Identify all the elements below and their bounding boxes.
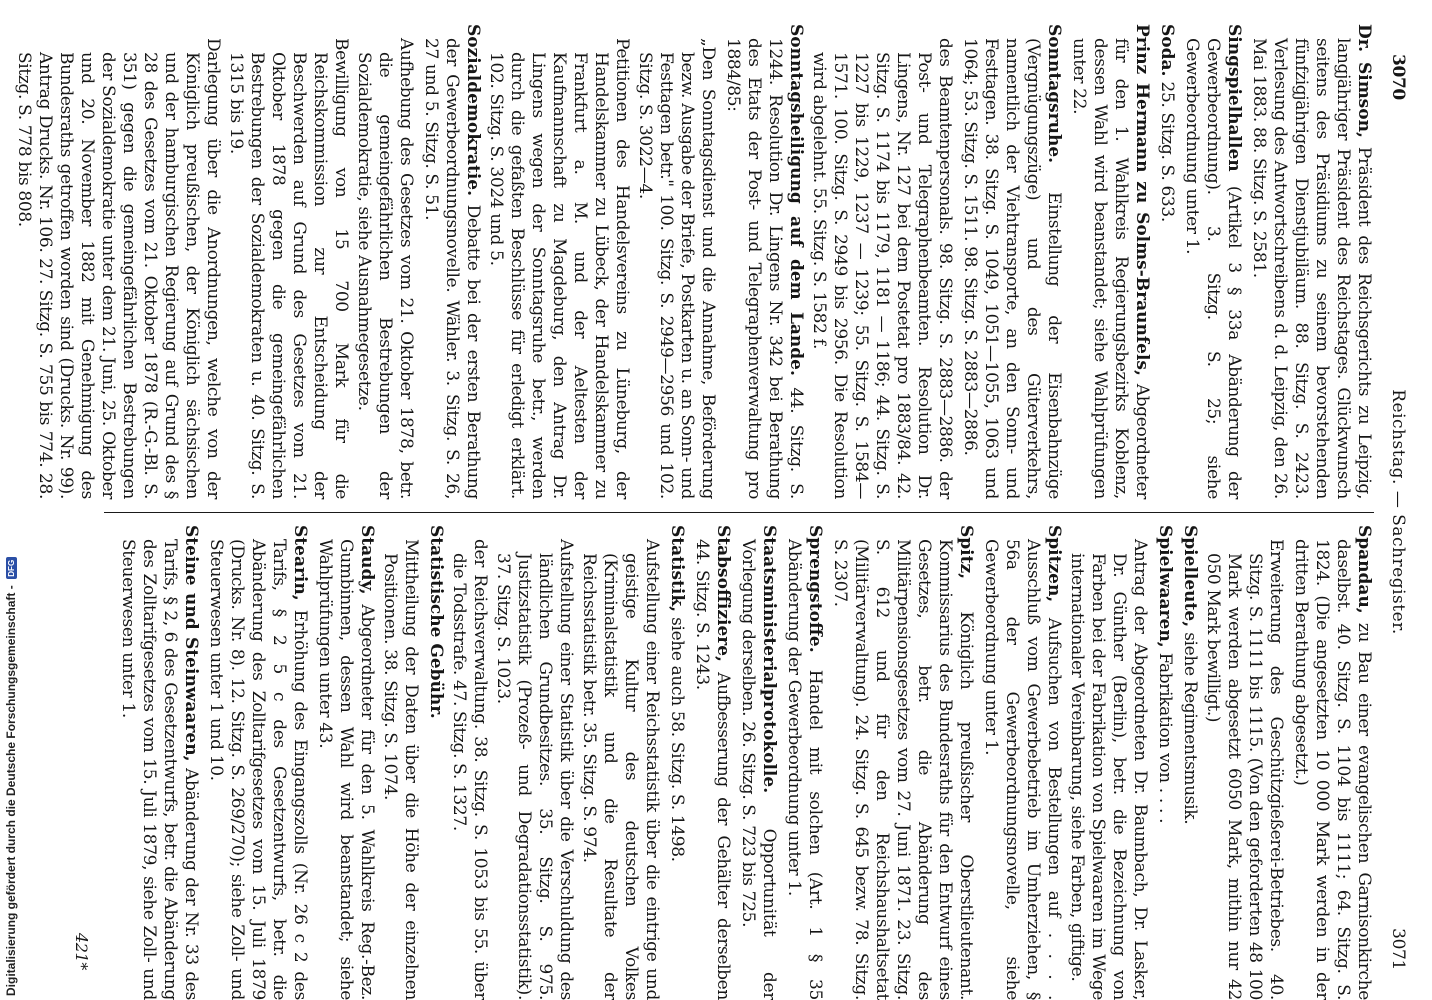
sheet-signature: 421* (72, 932, 91, 970)
index-description: Mittheilung der Daten über die Höhe der einzelnen Positionen. 38. Sitzg. S. 1074. (380, 539, 421, 1000)
index-entry (1068, 24, 1152, 499)
index-term: Spielwaaren, (1155, 525, 1175, 648)
index-entry (379, 525, 421, 1000)
index-entry (485, 24, 632, 499)
index-entry (1202, 525, 1286, 1000)
index-term: Statistische Gebühr. (426, 525, 446, 719)
index-entry (117, 525, 201, 1000)
index-entry (959, 24, 1064, 499)
index-term: Sonntagsheiligung auf dem Lande. (786, 24, 806, 376)
index-term: Staatsministerialprotokolle. (759, 525, 779, 794)
index-description: Handel mit solchen (Art. 1 § 35 Abänderung der Gewerbeordnung unter 1. (784, 539, 825, 1000)
dfg-notice-text: Digitalisierung gefördert durch die Deutsche Forschungsgemeinschaft - (4, 585, 18, 996)
index-description: (Artikel 3 § 33a Abänderung der Gewerbeordnung). 3. Sitzg. S. 25; siehe Gewerbeordnung unter 1. (1182, 38, 1244, 499)
index-entry (691, 525, 733, 1000)
index-term: Dr. Simson, (1354, 24, 1374, 138)
index-term: Singspielhallen (1224, 24, 1244, 172)
index-term: Spielleute, (1180, 525, 1200, 628)
index-entry (1181, 24, 1244, 499)
index-description: Abänderung der Nr. 33 des Tarifs, § 2, 6 des Gesetzentwurfs, betr. die Abänderung des Zolltarifgesetzes vom 15. Juli 1879, siehe Zoll- und Steuerwesen unter 1. (118, 539, 201, 1000)
index-entry (425, 525, 446, 1000)
index-entry (722, 24, 806, 499)
index-entry (1290, 525, 1374, 1000)
index-term: Sprengstoffe. (805, 525, 825, 653)
index-description: Königlich preußischer Oberstlieutenant. Kommissarius des Bundesraths für den Entwurf eines Gesetzes, betr. die Abänderung des Militärpensionsgesetzes vom 27. Juni 1871. 23. Sitzg. S. 612 und für den Reichshaushaltsetat (Militärverwaltung). 24. Sitzg. S. 645 bezw. 78. Sitzg. S. 2307. (830, 539, 976, 1000)
index-entry (420, 24, 483, 499)
right-page-number: 3071 (1388, 928, 1408, 970)
index-description: Fabrikation von . . . . (1155, 652, 1175, 824)
index-term: Spitzen, (1044, 525, 1064, 603)
index-entry (634, 24, 718, 499)
index-description: Debatte bei der ersten Berathung der Gewerbeordnungsnovelle. Wähler. 3. Sitzg. S. 26, 27 und 5. Sitzg. S. 51. (421, 38, 483, 499)
index-description: Einstellung der Eisenbahnzüge (Vergnügungszüge) und des Güterverkehrs, namentlich der Viehtransporte, an den Sonn- und Festtagen. 38. Sitzg. S. 1049, 1051—1055, 1063 und 1064; 53. Sitzg. S. 1511. 98. Sitzg. S. 2883—2886. (960, 38, 1064, 499)
index-entry (225, 24, 351, 499)
index-entry (205, 525, 310, 1000)
index-description: Aufstellung einer Statistik über die Verschuldung des ländlichen Grundbesitzes. 35. Sitzg. S. 975. Justizstatistik (Prozeß- und Degradationsstatistik). 37. Sitzg. S. 1023. (493, 539, 576, 1000)
index-term: Steine und Steinwaaren, (181, 525, 201, 762)
index-term: Prinz Hermann zu Solms-Braunfels, (1132, 24, 1152, 376)
index-description: siehe Regimentsmusik. (1180, 632, 1200, 825)
index-description: der Reichsverwaltung. 38. Sitzg. S. 1053 bis 55. über die Todsstrafe. 47. Sitzg. S. 1327. (449, 539, 490, 1000)
index-entry (1248, 24, 1374, 499)
index-entry (1154, 525, 1175, 1000)
index-term: Statistik, (667, 525, 687, 613)
index-description: Erhöhung des Eingangszolls (Nr. 26 c 2 des Tarifs, § 2 5 c des Gesetzentwurfs, betr. die Abänderung des Zolltarifgesetzes vom 15. Juli 1879 (Drucks. Nr. 8). 12. Sitzg. S. 269/270); siehe Zoll- und Steuerwesen unter 1 und 10. (206, 539, 310, 1000)
index-entry (314, 525, 377, 1000)
index-term: Staudy, (357, 525, 377, 595)
index-entry (737, 525, 779, 1000)
index-description: Aufstellung einer Reichsstatistik über die eintrige und geistige Kultur des deutschen Volkes (Kriminalstatistik und die Resultate der Reichsstatistik betr. 35. Sitzg. S. 974. (579, 539, 662, 1000)
index-term: Sozialdemokratie. (463, 24, 483, 197)
index-description: Opportunität der Vorlegung derselben. 26. Sitzg. S. 723 bis 725. (738, 539, 779, 1000)
right-column (104, 525, 1374, 1000)
left-column (14, 24, 1374, 499)
running-title: Reichstag. — Sachregister. (1388, 389, 1408, 635)
index-description: Darlegung über die Anordnungen, welche von der Königlich preußischen, der Königlich sächsischen und der hamburgischen Regierung auf Grund des § 28 des Gesetzes vom 21. Oktober 1878 (R.-G.-Bl. S. 351) gegen die gemeingefährlichen Bestrebungen der Sozialdemokratie unter dem 21. Juni, 25. Oktober und 20. November 1882 mit Genehmigung des Bundesraths getroffen worden sind (Drucks. Nr. 99). Antrag Drucks. Nr. 106. 27. Sitzg. S. 755 bis 774. 28. Sitzg. S. 778 bis 808. (14, 38, 223, 499)
index-entry (1156, 24, 1177, 499)
page-header (1378, 54, 1418, 970)
index-entry (578, 525, 662, 1000)
index-description: Aufbesserung der Gehälter derselben 44. Sitzg. S. 1243. (692, 539, 733, 1000)
index-description: 25. Sitzg. S. 633. (1157, 81, 1177, 222)
index-description: Aufsuchen von Bestellungen auf . . . . Ausschluß vom Gewerbebetrieb im Umherziehen, § 56a der Gewerbeordnungsnovelle, siehe Gewerbeordnung unter 1. (981, 539, 1064, 1000)
index-description: Präsident des Reichsgerichts zu Leipzig, langjähriger Präsident des Reichstages. Glückwunsch seitens des Präsidiums zu seinem bevorstehenden fünfzigjährigen Dienstjubiläum. 88. Sitzg. S. 2423. Verlesung des Antwortschreibens d. d. Leipzig, den 26. Mai 1883. 88. Sitzg. S. 2581. (1249, 38, 1374, 499)
index-description: siehe auch 58. Sitzg. S. 1498. (667, 617, 687, 862)
index-description: Antrag der Abgeordneten Dr. Baumbach, Dr. Lasker, Dr. Günther (Berlin), betr. die Bezeichnung von Farben bei der Fabrikation von Spielwaaren im Wege internationaler Vereinbarung, siehe Farben, giftige. (1067, 539, 1150, 1000)
index-description: Erweiterung des Geschützgießerei-Betriebes. 40. Sitzg. S. 1111 bis 1115. (Von den geforderten 48 100 Mark werden abgesetzt 6050 Mark, mithin nur 42 050 Mark bewilligt.) (1203, 539, 1286, 1000)
index-entry (1179, 525, 1200, 1000)
index-description: Abgeordneter für den 5. Wahlkreis Reg.-Bez. Gumbinnen, dessen Wahl wird beanstandet; siehe Wahlprüfungen unter 43. (315, 539, 377, 1000)
index-term: Stearin, (290, 525, 310, 601)
index-entry (783, 525, 825, 1000)
dfg-notice (4, 557, 18, 996)
index-description: Aufhebung des Gesetzes vom 21. Oktober 1878, betr. die gemeingefährlichen Bestrebungen der Sozialdemokratie, siehe Ausnahmegesetze. (354, 38, 416, 499)
index-description: zu Bau einer evangelischen Garnisonkirche daselbst. 40. Sitzg. S. 1104 bis 1111; 64. Sitzg. S. 1824. (Die angesetzten 10 000 Mark werden in der dritten Berathung abgesetzt.) (1291, 539, 1374, 1000)
index-entry (353, 24, 416, 499)
index-description: Petitionen des Handelsvereins zu Lüneburg, der Handelskammer zu Lübeck, der Handelskammer zu Frankfurt a. M. und der Aeltesten der Kaufmannschaft zu Magdeburg, den Antrag Dr. Lingens wegen der Sonntagsruhe betr., werden durch die gefaßten Beschlüsse für erledigt erklärt. 102. Sitzg. S. 3024 und 5. (486, 38, 632, 499)
column-divider (104, 512, 1374, 513)
index-description: Bewilligung von 15 700 Mark für die Reichskommission zur Entscheidung der Beschwerden auf Grund des Gesetzes vom 21. Oktober 1878 gegen die gemeingefährlichen Bestrebungen der Sozialdemokraten u. 40. Sitzg. S. 1315 bis 19. (226, 38, 351, 499)
index-entry (666, 525, 687, 1000)
dfg-logo-icon: DFG (6, 557, 17, 579)
index-entry (1066, 525, 1150, 1000)
index-term: Spitz, (956, 525, 976, 580)
index-entry (980, 525, 1064, 1000)
index-term: Soda. (1157, 24, 1177, 77)
index-term: Sonntagsruhe. (1044, 24, 1064, 164)
index-description: 44. Sitzg. S. 1244. Resolution Dr. Lingens Nr. 342 bei Berathung des Etats der Post- und Telegraphenverwaltung pro 1884/85: (723, 38, 806, 499)
index-description: „Den Sonntagsdienst und die Annahme, Beförderung bezw. Ausgabe der Briefe, Postkarten u. an Sonn- und Festtagen betr." 100. Sitzg. S. 2949—2956 und 102. Sitzg. S. 3022—4. (635, 38, 718, 499)
index-term: Spandau, (1354, 525, 1374, 614)
index-entry (829, 525, 976, 1000)
left-page-number: 3070 (1388, 54, 1408, 100)
index-term: Stabsoffiziere, (713, 525, 733, 662)
index-entry (808, 24, 955, 499)
index-entry (448, 525, 490, 1000)
index-description: Abgeordneter für den 1. Wahlkreis Regierungsbezirks Koblenz, dessen Wahl wird beanstandet; siehe Wahlprüfungen unter 22. (1069, 38, 1152, 499)
index-entry (492, 525, 576, 1000)
index-entry (13, 24, 223, 499)
index-description: des Beamtenpersonals. 98. Sitzg. S. 2883—2886. der Post- und Telegraphenbeamten. Resolution Dr. Lingens, Nr. 127 bei dem Postetat pro 1883/84. 42. Sitzg. S. 1174 bis 1179, 1181 — 1186; 44. Sitzg. S. 1227 bis 1229, 1237 — 1239; 55. Sitzg. S. 1584—1571. 100. Sitzg. S. 2949 bis 2956. Die Resolution wird abgelehnt. 55. Sitzg. S. 1582 f. (809, 38, 955, 499)
